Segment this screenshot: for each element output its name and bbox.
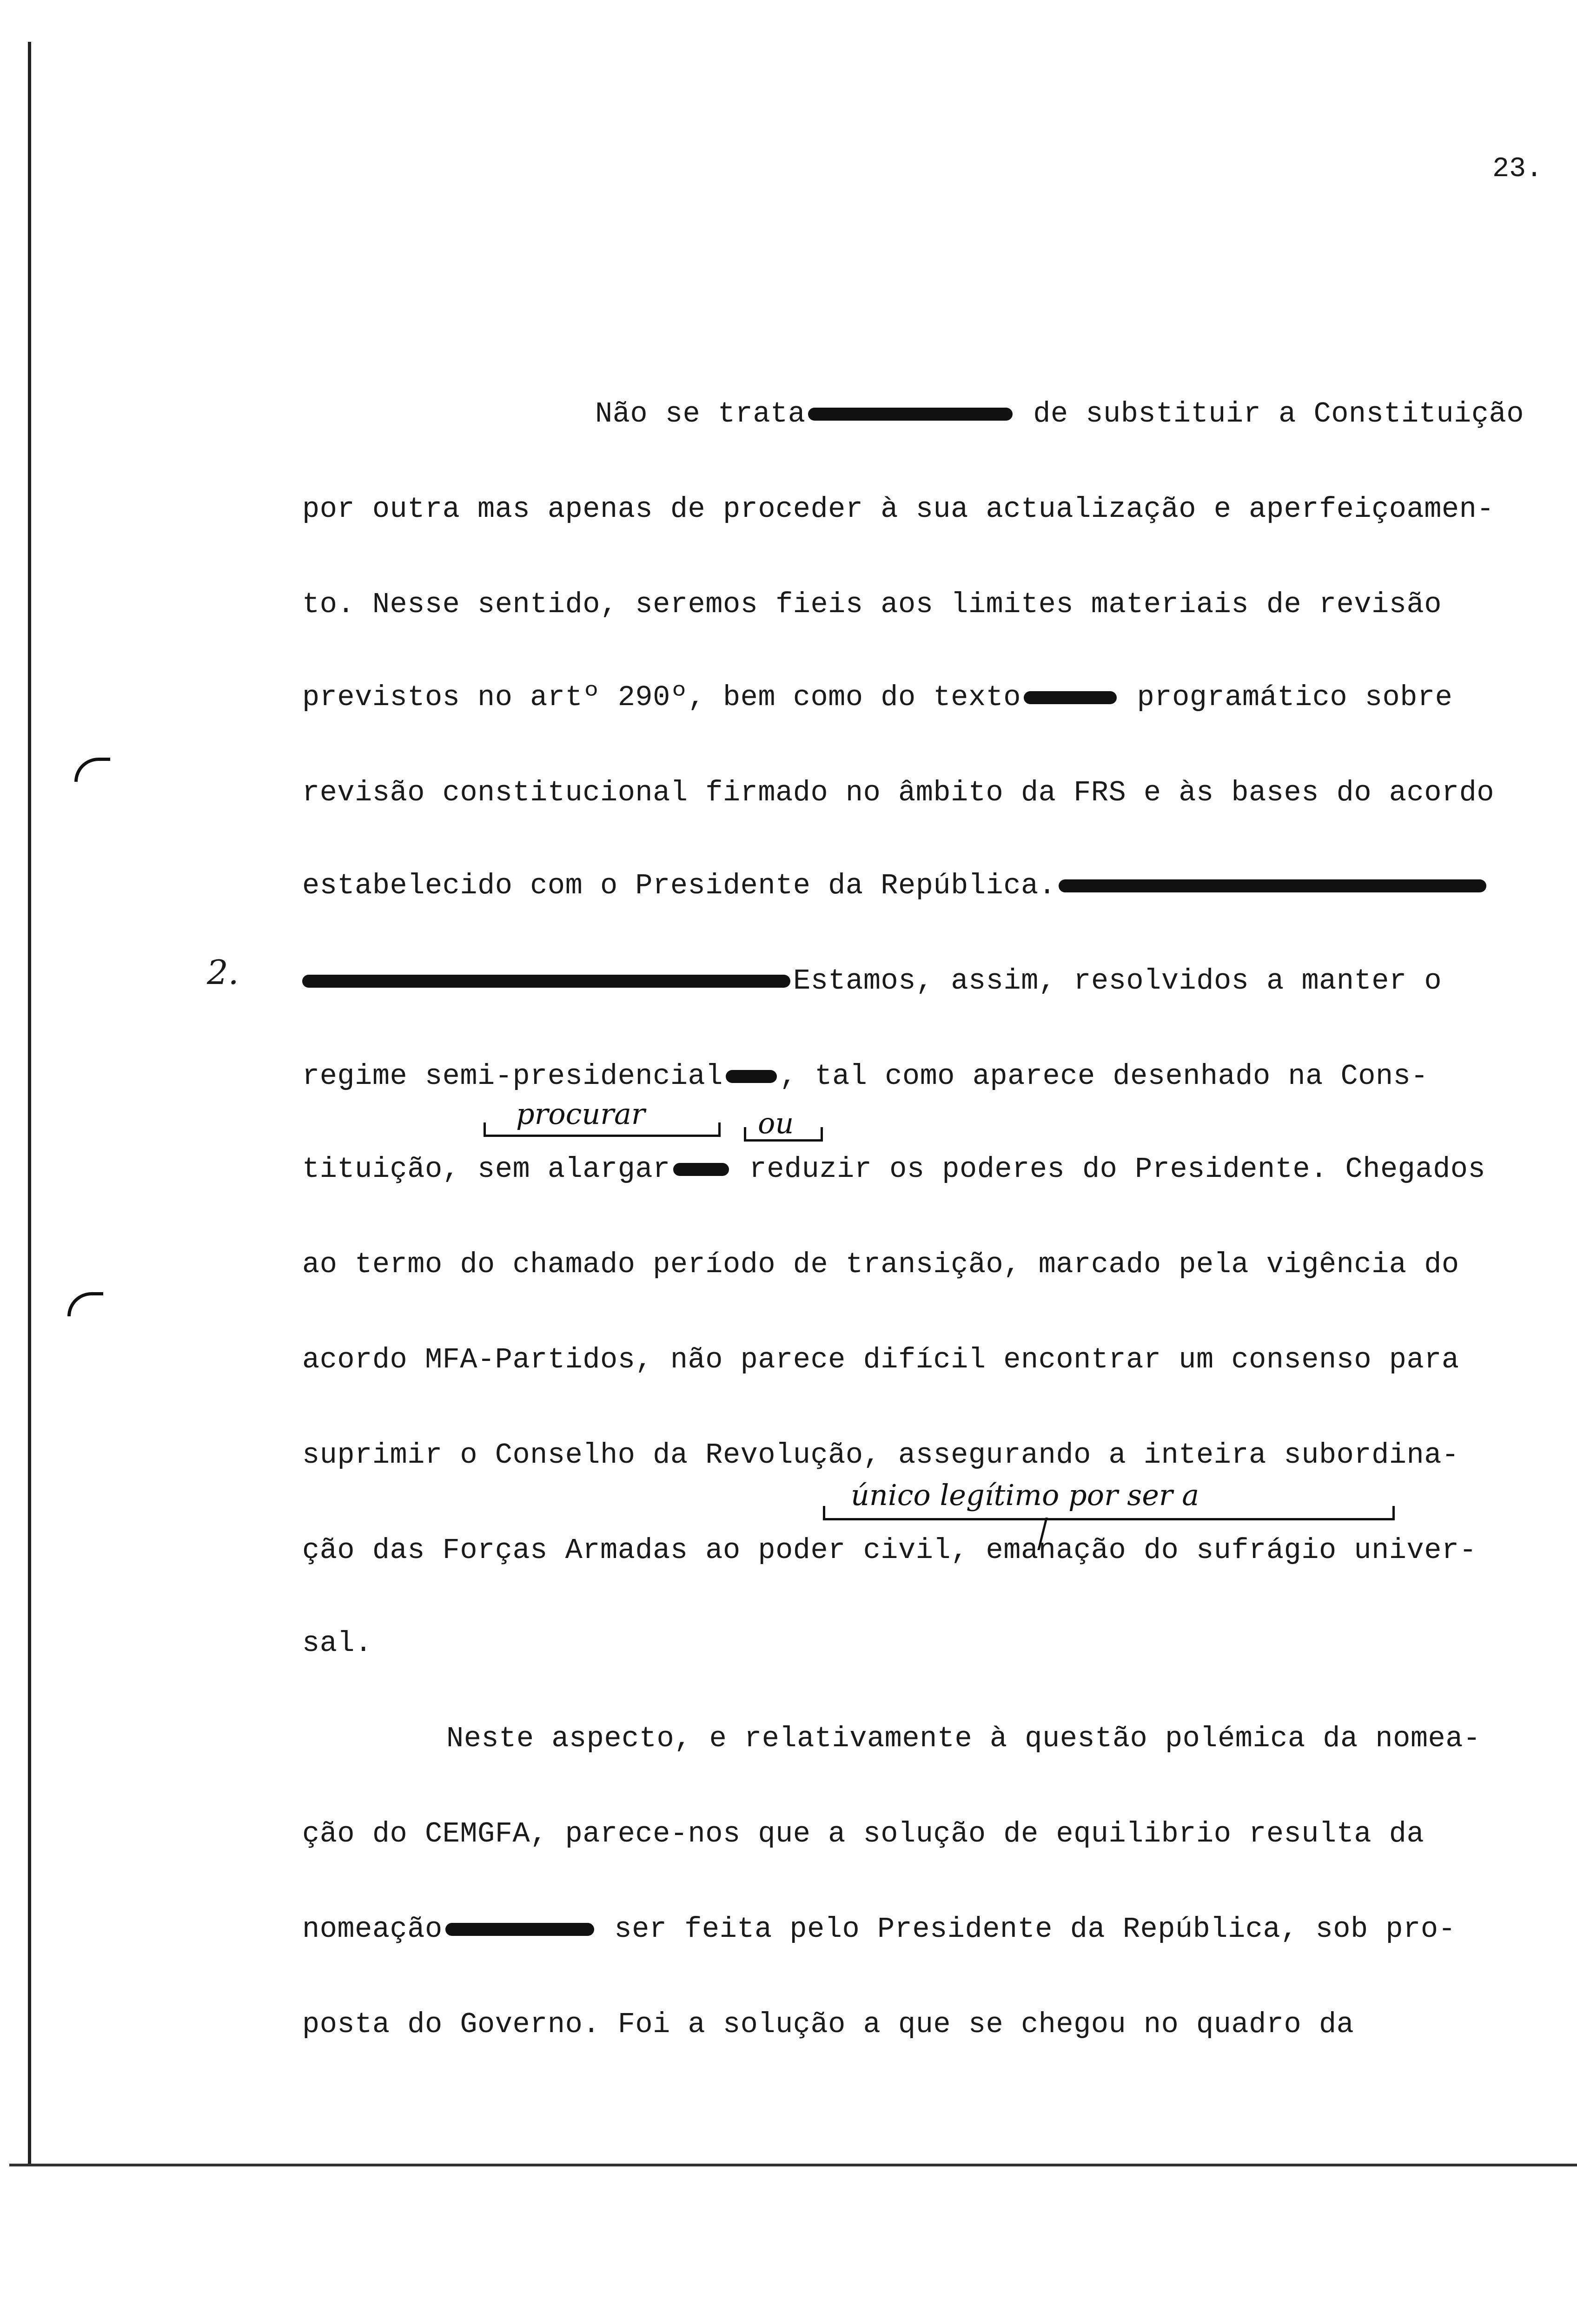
insertion-bracket [484,1122,721,1137]
text-segment: , tal como aparece desenhado na Cons- [779,1060,1429,1093]
text-line: revisão constitucional firmado no âmbito da FRS e às bases do acordo [302,776,1495,809]
handwritten-insertion: único legítimo por ser a [851,1478,1199,1512]
text-line: posta do Governo. Foi a solução a que se chegou no quadro da [302,2008,1354,2041]
strikethrough-scribble [726,1070,777,1083]
text-line: ção das Forças Armadas ao poder civil, emanação do sufrágio univer- [302,1534,1477,1567]
text-line [302,1060,1428,1093]
bottom-rule [9,2164,1577,2166]
text-line [302,1913,1456,1946]
insertion-bracket [744,1127,823,1142]
margin-number: 2. [207,953,239,992]
handwritten-insertion: ou [758,1106,794,1140]
text-line: sal. [302,1627,372,1660]
text-line: to. Nesse sentido, seremos fieis aos limites materiais de revisão [302,588,1442,621]
strikethrough-scribble [673,1163,729,1176]
text-line: por outra mas apenas de proceder à sua actualização e aperfeiçoamen- [302,493,1495,526]
strikethrough-scribble [808,408,1013,421]
text-line [595,397,1524,430]
margin-bracket-mark [74,758,110,782]
strikethrough-scribble [1024,691,1117,704]
text-line: ao termo do chamado período de transição, marcado pela vigência do [302,1248,1459,1281]
text-line: suprimir o Conselho da Revolução, assegurando a inteira subordina- [302,1439,1459,1472]
text-line [302,964,1442,997]
handwritten-insertion: procurar [516,1097,645,1131]
text-segment: regime semi-presidencial [302,1060,723,1093]
text-segment: reduzir os poderes do Presidente. Chegados [731,1153,1486,1186]
text-segment: Estamos, assim, resolvidos a manter o [793,964,1442,997]
text-line: Neste aspecto, e relativamente à questão polémica da nomea- [446,1722,1481,1755]
strikethrough-scribble [445,1923,594,1936]
text-segment: Não se trata [595,397,806,430]
text-segment: programático sobre [1119,681,1453,714]
strikethrough-scribble [302,975,790,988]
text-line: ção do CEMGFA, parece-nos que a solução de equilibrio resulta da [302,1817,1425,1850]
text-segment: estabelecido com o Presidente da República. [302,869,1056,902]
strikethrough-scribble [1059,879,1486,892]
text-segment: previstos no artº 290º, bem como do texto [302,681,1021,714]
text-line: acordo MFA-Partidos, não parece difícil encontrar um consenso para [302,1343,1459,1376]
left-margin-rule [28,42,31,2166]
text-segment: de substituir a Constituição [1015,397,1524,430]
insertion-bracket [823,1506,1395,1520]
text-segment: ser feita pelo Presidente da República, sob pro- [596,1913,1456,1946]
margin-bracket-mark [67,1292,103,1316]
text-segment: tituição, sem alargar [302,1153,670,1186]
text-line [302,869,1489,902]
text-line [302,681,1452,714]
text-line [302,1153,1485,1186]
page-number: 23. [1492,153,1543,185]
text-segment: nomeação [302,1913,443,1946]
